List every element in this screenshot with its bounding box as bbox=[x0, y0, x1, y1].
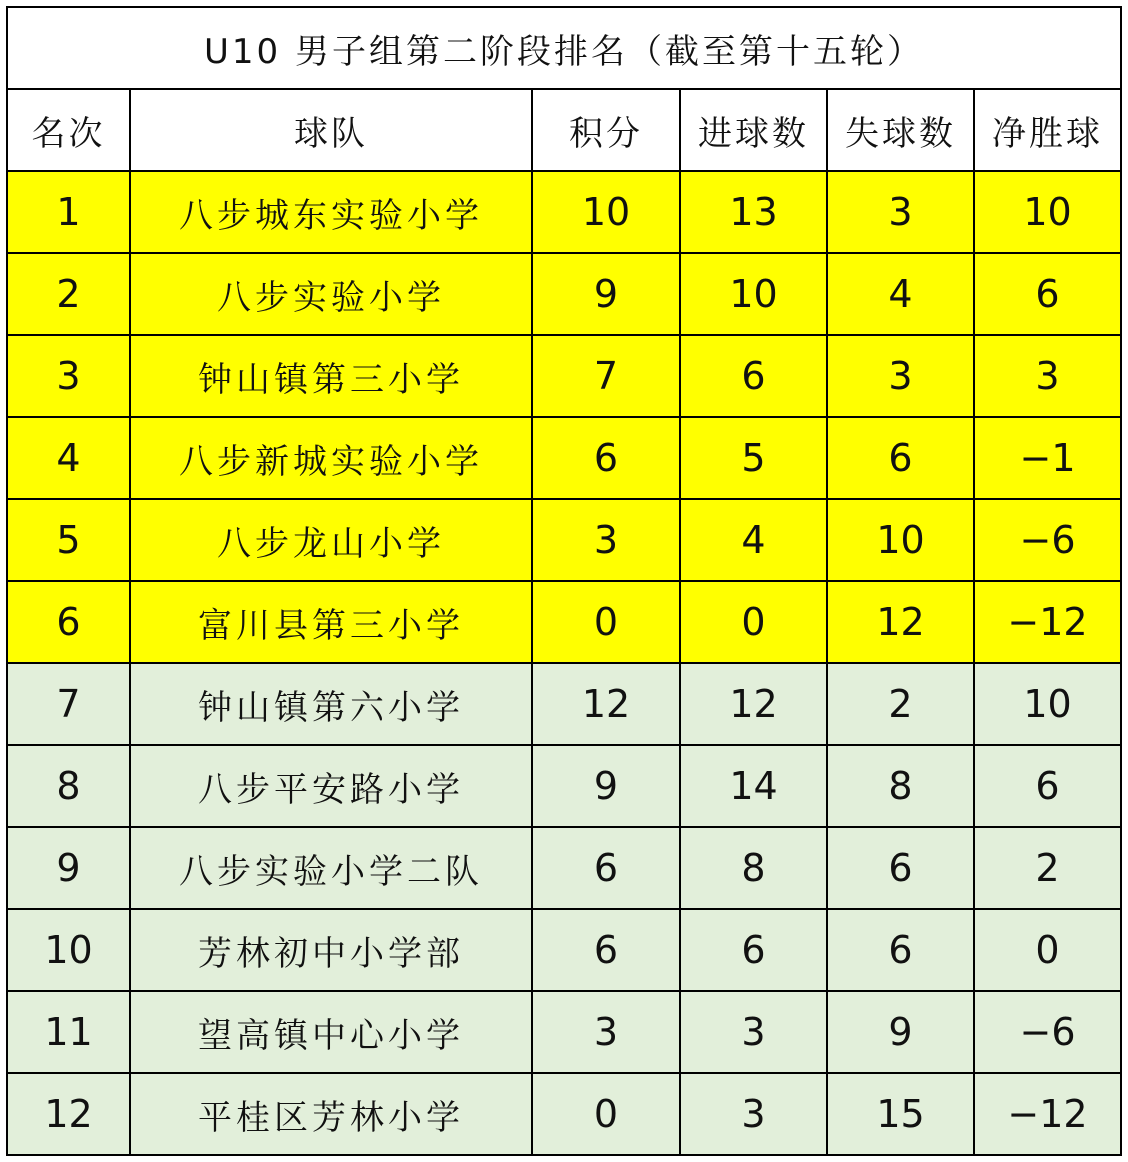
points-cell: 12 bbox=[532, 663, 680, 745]
rank-cell: 12 bbox=[7, 1073, 130, 1155]
rank-cell: 6 bbox=[7, 581, 130, 663]
table-row bbox=[7, 745, 1121, 827]
points-cell: 6 bbox=[532, 417, 680, 499]
goal-diff-cell: 6 bbox=[974, 745, 1121, 827]
goals-against-cell: 8 bbox=[827, 745, 974, 827]
points-cell: 6 bbox=[532, 827, 680, 909]
goal-diff-cell: −6 bbox=[974, 991, 1121, 1073]
goals-against-cell: 4 bbox=[827, 253, 974, 335]
header-goals-against: 失球数 bbox=[827, 89, 974, 171]
table-row bbox=[7, 909, 1121, 991]
points-cell: 3 bbox=[532, 991, 680, 1073]
team-name-cell: 平桂区芳林小学 bbox=[130, 1073, 532, 1155]
goals-for-cell: 0 bbox=[680, 581, 827, 663]
goal-diff-cell: −12 bbox=[974, 1073, 1121, 1155]
table-row bbox=[7, 1073, 1121, 1155]
rank-cell: 4 bbox=[7, 417, 130, 499]
goals-for-cell: 4 bbox=[680, 499, 827, 581]
header-points: 积分 bbox=[532, 89, 680, 171]
points-cell: 0 bbox=[532, 1073, 680, 1155]
table-row bbox=[7, 663, 1121, 745]
table-row bbox=[7, 499, 1121, 581]
goals-for-cell: 12 bbox=[680, 663, 827, 745]
table-row bbox=[7, 253, 1121, 335]
goal-diff-cell: 3 bbox=[974, 335, 1121, 417]
goal-diff-cell: 10 bbox=[974, 171, 1121, 253]
team-name-cell: 钟山镇第六小学 bbox=[130, 663, 532, 745]
header-row bbox=[7, 89, 1121, 171]
header-goals-for: 进球数 bbox=[680, 89, 827, 171]
standings-body bbox=[7, 171, 1121, 1155]
goal-diff-cell: −1 bbox=[974, 417, 1121, 499]
goals-against-cell: 6 bbox=[827, 827, 974, 909]
goals-against-cell: 10 bbox=[827, 499, 974, 581]
rank-cell: 7 bbox=[7, 663, 130, 745]
team-name-cell: 八步新城实验小学 bbox=[130, 417, 532, 499]
goal-diff-cell: 6 bbox=[974, 253, 1121, 335]
table-row bbox=[7, 335, 1121, 417]
points-cell: 3 bbox=[532, 499, 680, 581]
goals-for-cell: 3 bbox=[680, 991, 827, 1073]
rank-cell: 11 bbox=[7, 991, 130, 1073]
points-cell: 0 bbox=[532, 581, 680, 663]
points-cell: 10 bbox=[532, 171, 680, 253]
goals-against-cell: 3 bbox=[827, 171, 974, 253]
points-cell: 6 bbox=[532, 909, 680, 991]
goals-against-cell: 3 bbox=[827, 335, 974, 417]
team-name-cell: 八步城东实验小学 bbox=[130, 171, 532, 253]
rank-cell: 9 bbox=[7, 827, 130, 909]
team-name-cell: 八步平安路小学 bbox=[130, 745, 532, 827]
team-name-cell: 望高镇中心小学 bbox=[130, 991, 532, 1073]
rank-cell: 3 bbox=[7, 335, 130, 417]
rank-cell: 10 bbox=[7, 909, 130, 991]
points-cell: 7 bbox=[532, 335, 680, 417]
header-rank: 名次 bbox=[7, 89, 130, 171]
team-name-cell: 钟山镇第三小学 bbox=[130, 335, 532, 417]
goals-against-cell: 15 bbox=[827, 1073, 974, 1155]
goals-for-cell: 3 bbox=[680, 1073, 827, 1155]
goals-for-cell: 6 bbox=[680, 909, 827, 991]
header-goal-diff: 净胜球 bbox=[974, 89, 1121, 171]
goals-for-cell: 13 bbox=[680, 171, 827, 253]
goal-diff-cell: −6 bbox=[974, 499, 1121, 581]
points-cell: 9 bbox=[532, 253, 680, 335]
goals-for-cell: 8 bbox=[680, 827, 827, 909]
goal-diff-cell: 0 bbox=[974, 909, 1121, 991]
standings-table bbox=[6, 6, 1122, 1156]
team-name-cell: 八步实验小学 bbox=[130, 253, 532, 335]
rank-cell: 1 bbox=[7, 171, 130, 253]
goals-for-cell: 14 bbox=[680, 745, 827, 827]
goal-diff-cell: 2 bbox=[974, 827, 1121, 909]
goals-for-cell: 10 bbox=[680, 253, 827, 335]
goals-for-cell: 5 bbox=[680, 417, 827, 499]
goals-for-cell: 6 bbox=[680, 335, 827, 417]
points-cell: 9 bbox=[532, 745, 680, 827]
table-row bbox=[7, 417, 1121, 499]
team-name-cell: 八步实验小学二队 bbox=[130, 827, 532, 909]
table-row bbox=[7, 171, 1121, 253]
goals-against-cell: 12 bbox=[827, 581, 974, 663]
goals-against-cell: 6 bbox=[827, 909, 974, 991]
rank-cell: 8 bbox=[7, 745, 130, 827]
goal-diff-cell: 10 bbox=[974, 663, 1121, 745]
goals-against-cell: 9 bbox=[827, 991, 974, 1073]
rank-cell: 5 bbox=[7, 499, 130, 581]
team-name-cell: 富川县第三小学 bbox=[130, 581, 532, 663]
team-name-cell: 芳林初中小学部 bbox=[130, 909, 532, 991]
goals-against-cell: 2 bbox=[827, 663, 974, 745]
title-row bbox=[7, 7, 1121, 89]
goal-diff-cell: −12 bbox=[974, 581, 1121, 663]
table-title: U10 男子组第二阶段排名（截至第十五轮） bbox=[7, 7, 1121, 89]
table-row bbox=[7, 827, 1121, 909]
goals-against-cell: 6 bbox=[827, 417, 974, 499]
table-row bbox=[7, 581, 1121, 663]
table-row bbox=[7, 991, 1121, 1073]
header-team: 球队 bbox=[130, 89, 532, 171]
team-name-cell: 八步龙山小学 bbox=[130, 499, 532, 581]
rank-cell: 2 bbox=[7, 253, 130, 335]
